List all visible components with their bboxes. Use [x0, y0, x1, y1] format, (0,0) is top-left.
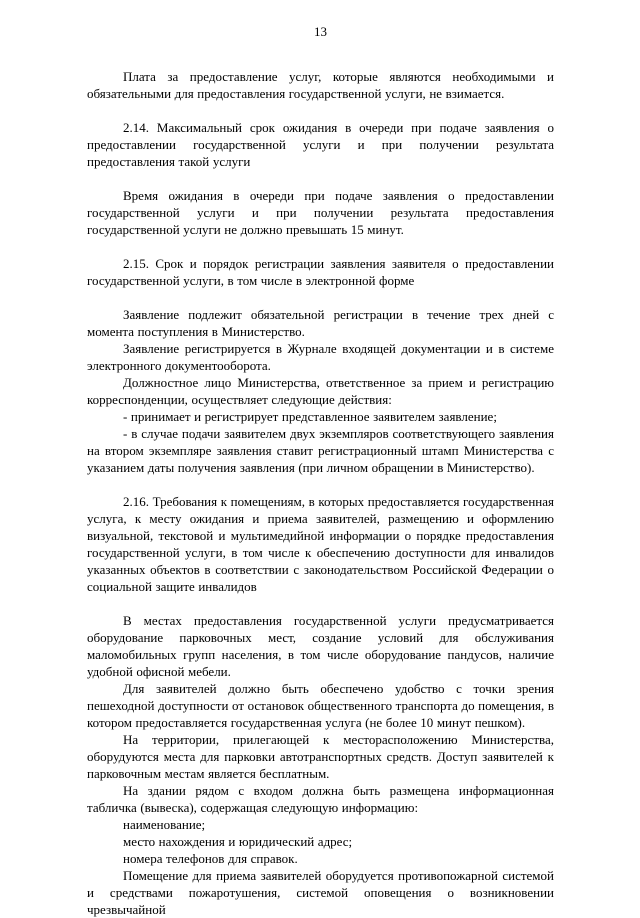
paragraph: В местах предоставления государственной услуги предусматривается оборудование парковочных мест, создание условий для обслуживания маломобильных групп населения, в том числе оборудование пандусов, наличие удобной офисной мебели. [87, 613, 554, 679]
paragraph: Помещение для приема заявителей оборудуется противопожарной системой и средствами пожаротушения, системой оповещения о возникновении чрезвычайной [87, 868, 554, 917]
paragraph: место нахождения и юридический адрес; [123, 834, 353, 849]
paragraph: - принимает и регистрирует представленное заявителем заявление; [123, 409, 497, 424]
document-body [87, 68, 554, 918]
paragraph: Заявление регистрируется в Журнале входящей документации и в системе электронного документооборота. [87, 341, 554, 373]
paragraph: номера телефонов для справок. [123, 851, 298, 866]
paragraph: наименование; [123, 817, 206, 832]
paragraph: 2.15. Срок и порядок регистрации заявления заявителя о предоставлении государственной услуги, в том числе в электронной форме [87, 256, 554, 288]
paragraph: - в случае подачи заявителем двух экземпляров соответствующего заявления на втором экземпляре заявления ставит регистрационный штамп Министерства с указанием даты получения заявления (при личном обращении в Министерство). [87, 426, 554, 475]
paragraph: Для заявителей должно быть обеспечено удобство с точки зрения пешеходной доступности от остановок общественного транспорта до помещения, в котором предоставляется государственная услуга (не более 10 минут пешком). [87, 681, 554, 730]
paragraph: Должностное лицо Министерства, ответственное за прием и регистрацию корреспонденции, осуществляет следующие действия: [87, 375, 554, 407]
paragraph: 2.16. Требования к помещениям, в которых предоставляется государственная услуга, к месту ожидания и приема заявителей, размещению и оформлению визуальной, текстовой и мультимедийной информации о порядке предоставления государственной услуги, в том числе к обеспечению доступности для инвалидов указанных объектов в соответствии с законодательством Российской Федерации о социальной защите инвалидов [87, 494, 554, 594]
paragraph: Время ожидания в очереди при подаче заявления о предоставлении государственной услуги и при получении результата предоставления государственной услуги не должно превышать 15 минут. [87, 188, 554, 237]
paragraph: На территории, прилегающей к месторасположению Министерства, оборудуются места для парковки автотранспортных средств. Доступ заявителей к парковочным местам является бесплатным. [87, 732, 554, 781]
paragraph: На здании рядом с входом должна быть размещена информационная табличка (вывеска), содержащая следующую информацию: [87, 783, 554, 815]
page-number: 13 [314, 24, 327, 39]
paragraph: 2.14. Максимальный срок ожидания в очереди при подаче заявления о предоставлении государственной услуги и при получении результата предоставления такой услуги [87, 120, 554, 169]
paragraph: Заявление подлежит обязательной регистрации в течение трех дней с момента поступления в Министерство. [87, 307, 554, 339]
paragraph: Плата за предоставление услуг, которые являются необходимыми и обязательными для предоставления государственной услуги, не взимается. [87, 69, 554, 101]
